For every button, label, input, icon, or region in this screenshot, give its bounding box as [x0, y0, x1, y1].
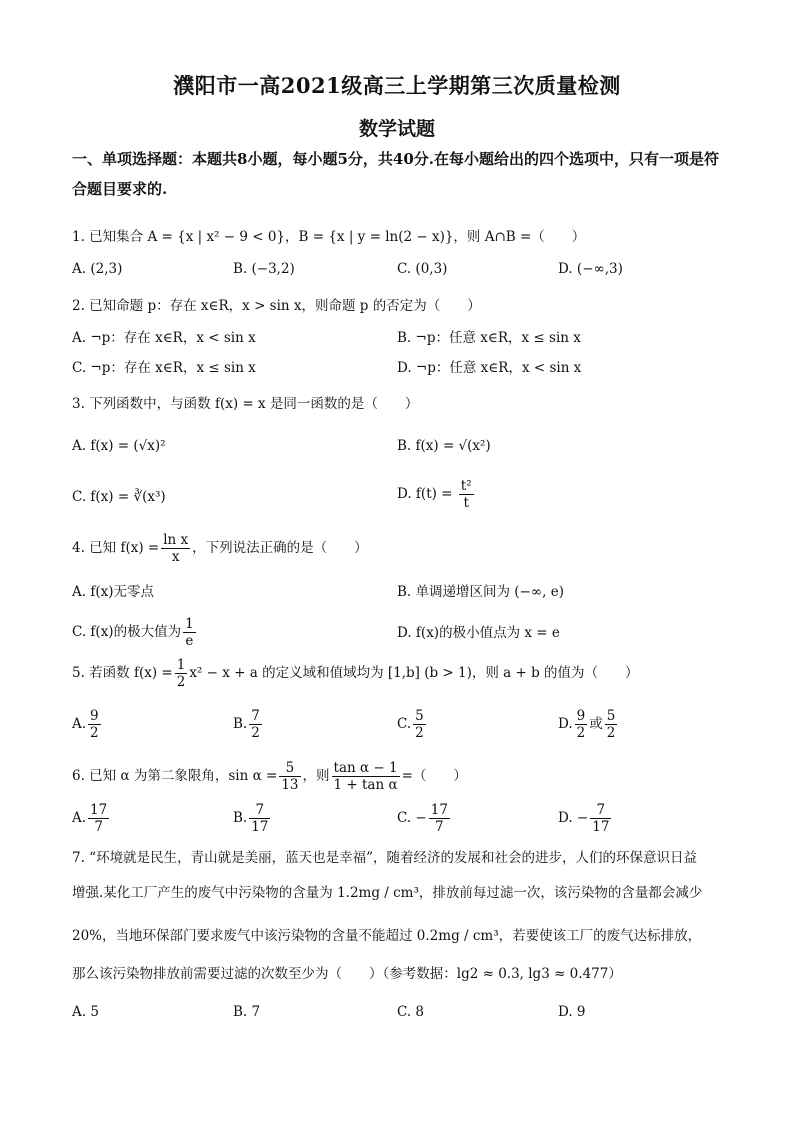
q4-option-c: C. f(x)的极大值为 $\frac{1}{e}$: [72, 616, 194, 649]
q4-option-b: B. 单调递增区间为 (−∞, e): [397, 584, 564, 600]
q2-option-c: C. ¬p：存在 x∈R，x ≤ sin x: [72, 360, 256, 376]
question-4-stem: 4. 已知 f(x) = $\frac{\text{ln x}}{x}$ ，下列说法正确的是（ ）: [72, 532, 368, 565]
question-7-line-3: 20%，当地环保部门要求废气中该污染物的含量不能超过 0.2mg / cm³，若要使该工厂的废气达标排放，: [72, 928, 702, 944]
question-6-stem: 6. 已知 α 为第二象限角，sin α = $\frac{5}{13}$ ，则 $\frac{\text{tan α − 1}}{\text{1 + tan α}}$ =（ ）: [72, 760, 467, 793]
page-subtitle: 数学试题: [358, 118, 435, 140]
q7-option-d: D. 9: [558, 1004, 586, 1020]
q4-option-c-fraction: $\frac{1}{e}$: [185, 616, 194, 649]
question-3-stem: 3. 下列函数中，与函数 f(x) = x 是同一函数的是（ ）: [72, 396, 419, 412]
q5-fraction: $\frac{1}{2}$: [176, 657, 186, 690]
q1-option-c: C. (0,3): [397, 261, 448, 277]
q5-option-b: B. $\frac{7}{2}$: [233, 708, 260, 741]
q3-option-d-fraction: $\frac{\text{t²}}{t}$: [460, 478, 472, 511]
question-7-line-1: 7. “环境就是民生，青山就是美丽，蓝天也是幸福”，随着经济的发展和社会的进步，人们的环保意识日益: [72, 850, 697, 866]
question-5-stem: 5. 若函数 f(x) = $\frac{1}{2}$ x² − x + a 的定义域和值域均为 [1,b] (b > 1)，则 a + b 的值为（ ）: [72, 657, 639, 690]
question-1-stem: 1. 已知集合 A = {x | x² − 9 < 0}，B = {x | y = ln(2 − x)}，则 A∩B =（ ）: [72, 229, 586, 245]
q1-option-b: B. (−3,2): [233, 261, 295, 277]
question-7-line-2: 增强.某化工厂产生的废气中污染物的含量为 1.2mg / cm³，排放前每过滤一次，该污染物的含量都会减少: [72, 885, 703, 901]
q7-option-a: A. 5: [72, 1004, 99, 1020]
q7-option-b: B. 7: [233, 1004, 261, 1020]
q6-fraction-tan: $\frac{\text{tan α − 1}}{\text{1 + tan α}}$: [333, 760, 398, 793]
q6-option-a: A. $\frac{17}{7}$: [72, 802, 108, 835]
q4-option-a: A. f(x)无零点: [72, 584, 154, 600]
question-7-line-4: 那么该污染物排放前需要过滤的次数至少为（ ）（参考数据：lg2 ≈ 0.3, lg3 ≈ 0.477）: [72, 966, 622, 982]
q6-option-b: B. $\frac{7}{17}$: [233, 802, 269, 835]
q6-fraction-sin: $\frac{5}{13}$: [281, 760, 299, 793]
q4-fraction: $\frac{\text{ln x}}{x}$: [163, 532, 189, 565]
q1-option-d: D. (−∞,3): [558, 261, 623, 277]
q3-option-b: B. f(x) = √(x²): [397, 438, 491, 454]
page-title: 濮阳市一高2021级高三上学期第三次质量检测: [173, 73, 621, 98]
q5-option-d: D. $\frac{9}{2}$ 或 $\frac{5}{2}$: [558, 708, 616, 741]
q6-option-c: C. − $\frac{17}{7}$: [397, 802, 448, 835]
q3-option-a: A. f(x) = (√x)²: [72, 438, 166, 454]
q3-option-d-label: D. f(t) =: [397, 486, 453, 502]
section-heading: 一、单项选择题：本题共8小题，每小题5分，共40分.在每小题给出的四个选项中，只有一项是符合题目要求的.: [72, 150, 719, 198]
q5-option-a: A. $\frac{9}{2}$: [72, 708, 99, 741]
q2-option-b: B. ¬p：任意 x∈R，x ≤ sin x: [397, 330, 581, 346]
q2-option-a: A. ¬p：存在 x∈R，x < sin x: [72, 330, 256, 346]
q5-option-c: C. $\frac{5}{2}$: [397, 708, 424, 741]
q7-option-c: C. 8: [397, 1004, 425, 1020]
q3-option-d: [397, 478, 476, 511]
q6-option-d: D. − $\frac{7}{17}$: [558, 802, 610, 835]
q4-option-d: D. f(x)的极小值点为 x = e: [397, 625, 560, 641]
q2-option-d: D. ¬p：任意 x∈R，x < sin x: [397, 360, 582, 376]
question-2-stem: 2. 已知命题 p：存在 x∈R，x > sin x，则命题 p 的否定为（ ）: [72, 298, 481, 314]
q3-option-c: C. f(x) = ∛(x³): [72, 489, 166, 505]
q1-option-a: A. (2,3): [72, 261, 123, 277]
